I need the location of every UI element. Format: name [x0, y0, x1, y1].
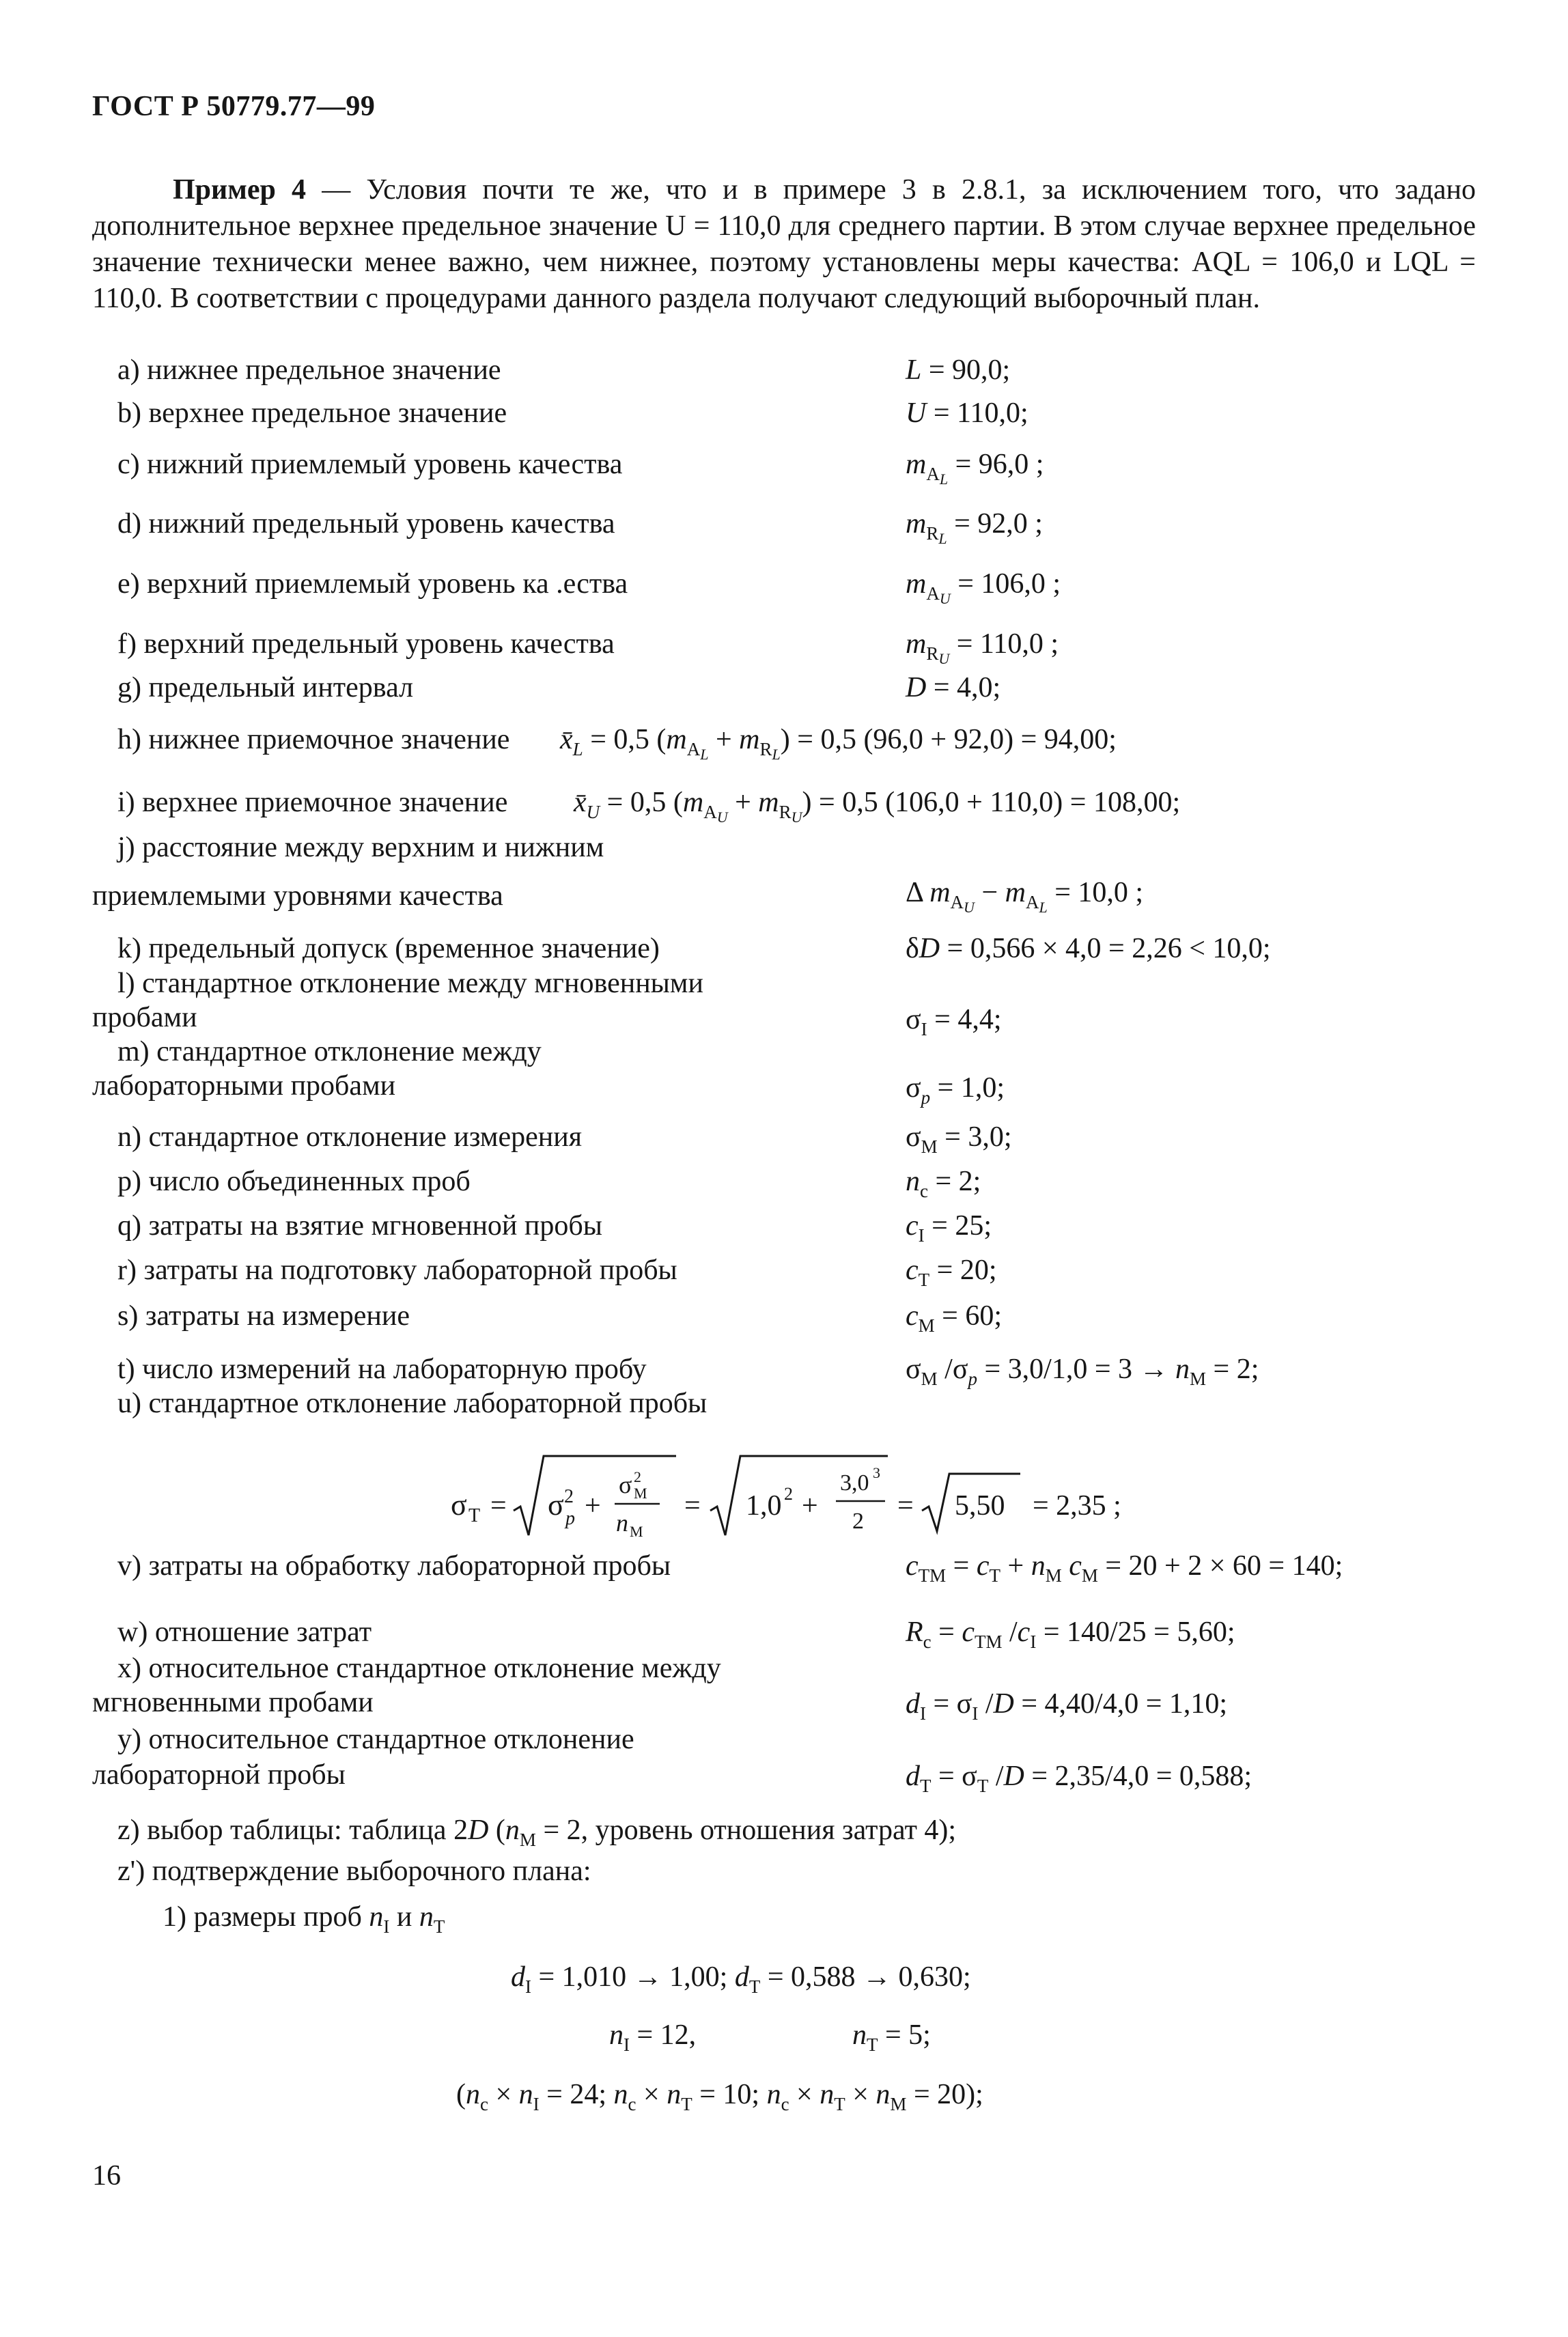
svg-text:2: 2	[852, 1509, 864, 1534]
item-b-value: U = 110,0;	[906, 397, 1028, 429]
intro-paragraph	[92, 172, 1476, 317]
item-i-label: i) верхнее приемочное значение	[117, 787, 508, 818]
svg-text:5,50: 5,50	[955, 1490, 1005, 1522]
item-m-label-cont: лабораторными пробами	[92, 1070, 396, 1102]
svg-text:+: +	[802, 1490, 818, 1522]
item-f-value: $m_{R_U} = 110,0$ ;	[906, 628, 1059, 667]
item-j-label: j) расстояние между верхним и нижним	[117, 832, 604, 863]
item-h-label: h) нижнее приемочное значение	[117, 724, 510, 755]
svg-text:=: =	[897, 1490, 914, 1522]
item-v-label: v) затраты на обработку лабораторной пробы	[117, 1550, 671, 1582]
item-m-value: $\sigma_p = 1,0$;	[906, 1072, 1005, 1108]
svg-text:T: T	[468, 1505, 481, 1526]
item-n-label: n) стандартное отклонение измерения	[117, 1121, 583, 1153]
intro-text: — Условия почти те же, что и в примере 3 в 2.8.1, за исключением того, что задано дополнительное верхнее предельное значение U = 110,0 для среднего партии. В этом случае верхнее предельное значение технически менее важно, чем нижнее, поэтому установлены меры качества: AQL = 106,0 и LQL = 110,0. В соответствии с процедурами данного раздела получают следующий выборочный план.	[92, 174, 1476, 314]
item-z: z) выбор таблицы: таблица 2D ($n_M = 2$, уровень отношения затрат 4);	[117, 1815, 957, 1850]
svg-text:2: 2	[564, 1486, 574, 1507]
item-g-label: g) предельный интервал	[117, 672, 414, 703]
item-m-label: m) стандартное отклонение между	[117, 1036, 542, 1067]
item-q-value: $c_I = 25$;	[906, 1210, 992, 1246]
item-u-label: u) стандартное отклонение лабораторной пробы	[117, 1388, 708, 1419]
item-v-value: $c_{TM} = c_T + n_M$ $c_M = 20 + 2 \times 60 = 140$;	[906, 1550, 1343, 1586]
svg-text:σ: σ	[548, 1488, 564, 1522]
item-w-label: w) отношение затрат	[117, 1617, 372, 1648]
item-b-label: b) верхнее предельное значение	[117, 397, 507, 429]
sizes-line-2a: $n_I = 12$,	[609, 2019, 697, 2055]
sizes-line-1: $d_I = 1,010 \to 1,00$; $d_T = 0,588 \to 0,630$;	[511, 1961, 971, 1997]
sizes-line-3: ($n_c \times n_I = 24$; $n_c \times n_T = 10$; $n_c \times n_T \times n_M = 20$);	[456, 2079, 983, 2114]
item-l-label-cont: пробами	[92, 1002, 197, 1033]
item-c-value: $m_{A_L} = 96,0$ ;	[906, 449, 1044, 488]
item-e-value: $m_{A_U} = 106,0$ ;	[906, 568, 1061, 607]
example-heading: Пример 4	[173, 174, 307, 206]
item-h-value: $x̄_L = 0,5$ $(m_{A_L} + m_{R_L}) = 0,5$ (96,0 + 92,0) = 94,00;	[560, 724, 1117, 763]
item-p-label: p) число объединенных проб	[117, 1166, 471, 1197]
item-l-label: l) стандартное отклонение между мгновенными	[117, 968, 703, 999]
svg-text:3,0: 3,0	[840, 1470, 869, 1496]
item-x-label: x) относительное стандартное отклонение между	[117, 1653, 721, 1684]
item-n-value: $\sigma_M = 3,0$;	[906, 1121, 1012, 1157]
item-d-value: $m_{R_L} = 92,0$ ;	[906, 508, 1043, 547]
svg-text:σ: σ	[619, 1471, 632, 1498]
item-a-value: L = 90,0;	[906, 354, 1011, 386]
svg-text:M: M	[630, 1523, 643, 1540]
item-p-value: $n_c = 2$;	[906, 1166, 981, 1201]
item-j-label-cont: приемлемыми уровнями качества	[92, 880, 503, 912]
item-s-label: s) затраты на измерение	[117, 1300, 410, 1332]
item-g-value: D = 4,0;	[906, 672, 1001, 703]
item-s-value: $c_M = 60$;	[906, 1300, 1003, 1336]
svg-text:1,0: 1,0	[746, 1490, 782, 1522]
item-x-value: $d_I = \sigma_I$ /D = 4,40/4,0 = 1,10;	[906, 1688, 1228, 1724]
svg-text:3: 3	[873, 1464, 880, 1481]
document-header: ГОСТ Р 50779.77—99	[92, 91, 376, 122]
item-i-value: $x̄_U = 0,5$ $(m_{A_U} + m_{R_U}) = 0,5$ (106,0 + 110,0) = 108,00;	[574, 787, 1181, 826]
svg-text:σ: σ	[451, 1488, 467, 1522]
item-r-label: r) затраты на подготовку лабораторной пробы	[117, 1255, 677, 1286]
item-k-value: δD = 0,566 × 4,0 = 2,26 < 10,0;	[906, 933, 1271, 964]
svg-text:=: =	[684, 1490, 701, 1522]
item-q-label: q) затраты на взятие мгновенной пробы	[117, 1210, 602, 1242]
item-j-value: Δ $m_{A_U} - m_{A_L} = 10,0$ ;	[906, 877, 1144, 916]
item-t-label: t) число измерений на лабораторную пробу	[117, 1354, 647, 1385]
svg-text:2: 2	[784, 1484, 793, 1504]
svg-text:p: p	[565, 1508, 575, 1529]
svg-text:n: n	[616, 1509, 628, 1537]
sizes-line-2b: $n_T = 5$;	[852, 2019, 931, 2055]
item-d-label: d) нижний предельный уровень качества	[117, 508, 615, 540]
item-y-value: $d_T = \sigma_T$ /D = 2,35/4,0 = 0,588;	[906, 1761, 1252, 1796]
svg-text:=: =	[490, 1490, 507, 1522]
item-t-value: $\sigma_M$ $/\sigma_p = 3,0/1,0 = 3 \to n_M = 2$;	[906, 1354, 1259, 1389]
svg-text:+: +	[585, 1490, 601, 1522]
item-f-label: f) верхний предельный уровень качества	[117, 628, 615, 660]
item-r-value: $c_T = 20$;	[906, 1255, 997, 1290]
item-y-label-cont: лабораторной пробы	[92, 1759, 346, 1791]
item-l-value: $\sigma_I = 4,4$;	[906, 1004, 1002, 1039]
item-a-label: a) нижнее предельное значение	[117, 354, 501, 386]
svg-text:M: M	[634, 1485, 647, 1502]
item-x-label-cont: мгновенными пробами	[92, 1687, 374, 1718]
svg-text:= 2,35 ;: = 2,35 ;	[1033, 1490, 1121, 1522]
sigma-t-formula	[451, 1448, 1175, 1550]
item-y-label: y) относительное стандартное отклонение	[117, 1724, 634, 1755]
item-k-label: k) предельный допуск (временное значение)	[117, 933, 660, 964]
svg-text:2: 2	[634, 1468, 641, 1485]
item-c-label: c) нижний приемлемый уровень качества	[117, 449, 623, 480]
item-1-sample-sizes: 1) размеры проб $n_I$ и $n_T$	[163, 1901, 445, 1937]
item-z-prime: z') подтверждение выборочного плана:	[117, 1856, 591, 1887]
item-w-value: $R_c = c_{TM}$ $/c_I = 140/25 = 5,60$;	[906, 1617, 1235, 1652]
page-number: 16	[92, 2160, 121, 2192]
item-e-label: e) верхний приемлемый уровень ка .ества	[117, 568, 628, 600]
